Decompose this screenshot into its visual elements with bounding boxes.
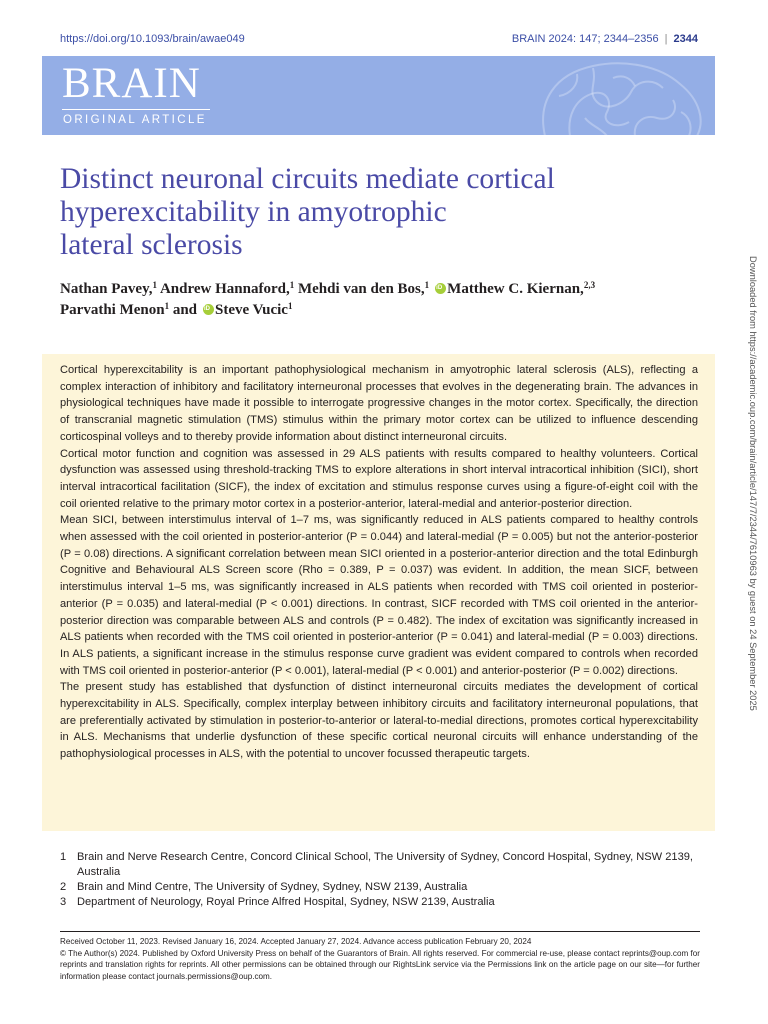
author-affiliation-ref: 1 [287, 301, 293, 311]
affiliation-number: 1 [60, 851, 67, 863]
affiliation-item [60, 850, 700, 880]
author-line [60, 300, 720, 321]
author-name[interactable]: Steve Vucic [215, 302, 288, 318]
author-conjunction: and [172, 302, 198, 318]
citation-separator: | [664, 33, 668, 45]
affiliation-text: Brain and Mind Centre, The University of Sydney, Sydney, NSW 2139, Australia [77, 881, 468, 893]
affiliation-number: 3 [60, 896, 67, 908]
journal-citation [512, 33, 698, 45]
title-line: hyperexcitability in amyotrophic [60, 196, 447, 228]
author-name[interactable]: Matthew C. Kiernan, [447, 281, 584, 297]
title-line: Distinct neuronal circuits mediate cortical [60, 163, 555, 195]
abstract-paragraph: Cortical motor function and cognition was assessed in 29 ALS patients with results compared to healthy volunteers. Cortical dysfunction was assessed using threshold-tracking TMS to explore alterations in short interval intracortical inhibition (SICI), short interval intracortical facilitation (SICF), the index of excitation and stimulus response curves using a figure-of-eight coil with the coil oriented relative to the primary motor cortex in a posterior-anterior, lateral-medial and anterior-posterior direction. [60, 447, 698, 510]
copyright-notice: © The Author(s) 2024. Published by Oxford University Press on behalf of the Guarantors of Brain. All rights reserved. For commercial re-use, please contact reprints@oup.com for reprints and translation rights for reprints. All other permissions can be obtained through our RightsLink service via the Permissions link on the article page on our site—for further information please contact journals.permissions@oup.com. [60, 948, 700, 981]
title-line: lateral sclerosis [60, 229, 243, 261]
download-watermark-text: Downloaded from https://academic.oup.com/brain/article/147/7/2344/7610963 by guest on 24 September 2025 [748, 256, 758, 711]
download-watermark [745, 256, 759, 768]
author-affiliation-ref: 1 [152, 280, 158, 290]
affiliation-number: 2 [60, 881, 67, 893]
author-affiliation-ref: 1 [424, 280, 430, 290]
author-name[interactable]: Nathan Pavey, [60, 281, 153, 297]
abstract-box [42, 354, 715, 831]
journal-name: BRAIN [62, 60, 201, 107]
publication-footer [60, 936, 700, 982]
citation-text: BRAIN 2024: 147; 2344–2356 [511, 33, 659, 45]
page-number: 2344 [673, 33, 698, 45]
author-name[interactable]: Mehdi van den Bos, [297, 281, 425, 297]
banner-divider [62, 109, 210, 110]
doi-link[interactable]: https://doi.org/10.1093/brain/awae049 [60, 33, 245, 45]
affiliation-item [60, 895, 700, 910]
abstract-paragraph: Mean SICI, between interstimulus interval of 1–7 ms, was significantly reduced in ALS patients compared to healthy controls when assessed with the coil oriented in posterior-anterior (P = 0.044) and lateral-medial (P = 0.005) but not the anterior-posterior (P = 0.08) directions. A significant correlation between mean SICI oriented in a posterior-anterior direction and the total Edinburgh Cognitive and Behavioural ALS Screen score (Rho = 0.389, P = 0.037) was evident. In addition, the mean SICF, between interstimulus interval 1–5 ms, was significantly increased in ALS patients when recorded with TMS coil oriented in posterior-anterior (P = 0.035) and lateral-medial (P < 0.001) directions. In contrast, SICF recorded with TMS coil oriented in the anterior-posterior direction was comparable between ALS and controls (P = 0.482). The index of excitation was significantly increased in ALS patients when recorded with the TMS coil oriented in posterior-anterior (P = 0.041) and lateral-medial (P = 0.003) directions. In ALS patients, a significant increase in the stimulus response curve gradient was evident compared to controls when recorded with TMS coil oriented in posterior-anterior (P < 0.001), lateral-medial (P < 0.001) and anterior-posterior (P = 0.002) directions. [60, 514, 698, 677]
affiliation-list [60, 850, 700, 910]
author-affiliation-ref: 1 [164, 301, 170, 311]
brain-icon [475, 56, 715, 135]
author-name[interactable]: Andrew Hannaford, [159, 281, 290, 297]
affiliation-text: Brain and Nerve Research Centre, Concord Clinical School, The University of Sydney, Concord Hospital, Sydney, NSW 2139, Australia [77, 851, 693, 878]
article-type: ORIGINAL ARTICLE [63, 114, 207, 126]
article-title [60, 163, 700, 262]
orcid-icon[interactable] [203, 304, 214, 315]
author-name[interactable]: Parvathi Menon [60, 302, 165, 318]
author-list [60, 279, 720, 321]
running-header [60, 33, 698, 49]
abstract-text [60, 362, 698, 763]
affiliation-item [60, 880, 700, 895]
journal-banner [42, 56, 715, 135]
author-line [60, 279, 720, 300]
author-affiliation-ref: 1 [289, 280, 295, 290]
author-affiliation-ref: 2,3 [583, 280, 596, 290]
publication-dates: Received October 11, 2023. Revised January 16, 2024. Accepted January 27, 2024. Advance access publication February 20, 2024 [60, 937, 532, 946]
affiliation-text: Department of Neurology, Royal Prince Alfred Hospital, Sydney, NSW 2139, Australia [77, 896, 495, 908]
abstract-paragraph: Cortical hyperexcitability is an important pathophysiological mechanism in amyotrophic lateral sclerosis (ALS), reflecting a complex interaction of inhibitory and facilitatory interneuronal processes that evolves in the degenerating brain. The advances in physiological techniques have made it possible to interrogate progressive changes in the motor cortex. Specifically, the direction of transcranial magnetic stimulation (TMS) stimulus within the primary motor cortex can be utilized to influence descending corticospinal volleys and to thereby provide information about distinct interneuronal circuits. [60, 364, 698, 443]
orcid-icon[interactable] [435, 283, 446, 294]
footer-divider [60, 931, 700, 932]
abstract-paragraph: The present study has established that dysfunction of distinct interneuronal circuits mediates the development of cortical hyperexcitability in ALS. Specifically, complex interplay between inhibitory circuits and facilitatory interneuronal populations, that are preferentially activated by stimulation in posterior-to-anterior or lateral-to-medial directions, promotes cortical hyperexcitability in ALS. Mechanisms that underlie dysfunction of these specific cortical neuronal circuits will enhance understanding of the pathophysiological processes in ALS, with the potential to uncover focussed therapeutic targets. [60, 681, 698, 761]
